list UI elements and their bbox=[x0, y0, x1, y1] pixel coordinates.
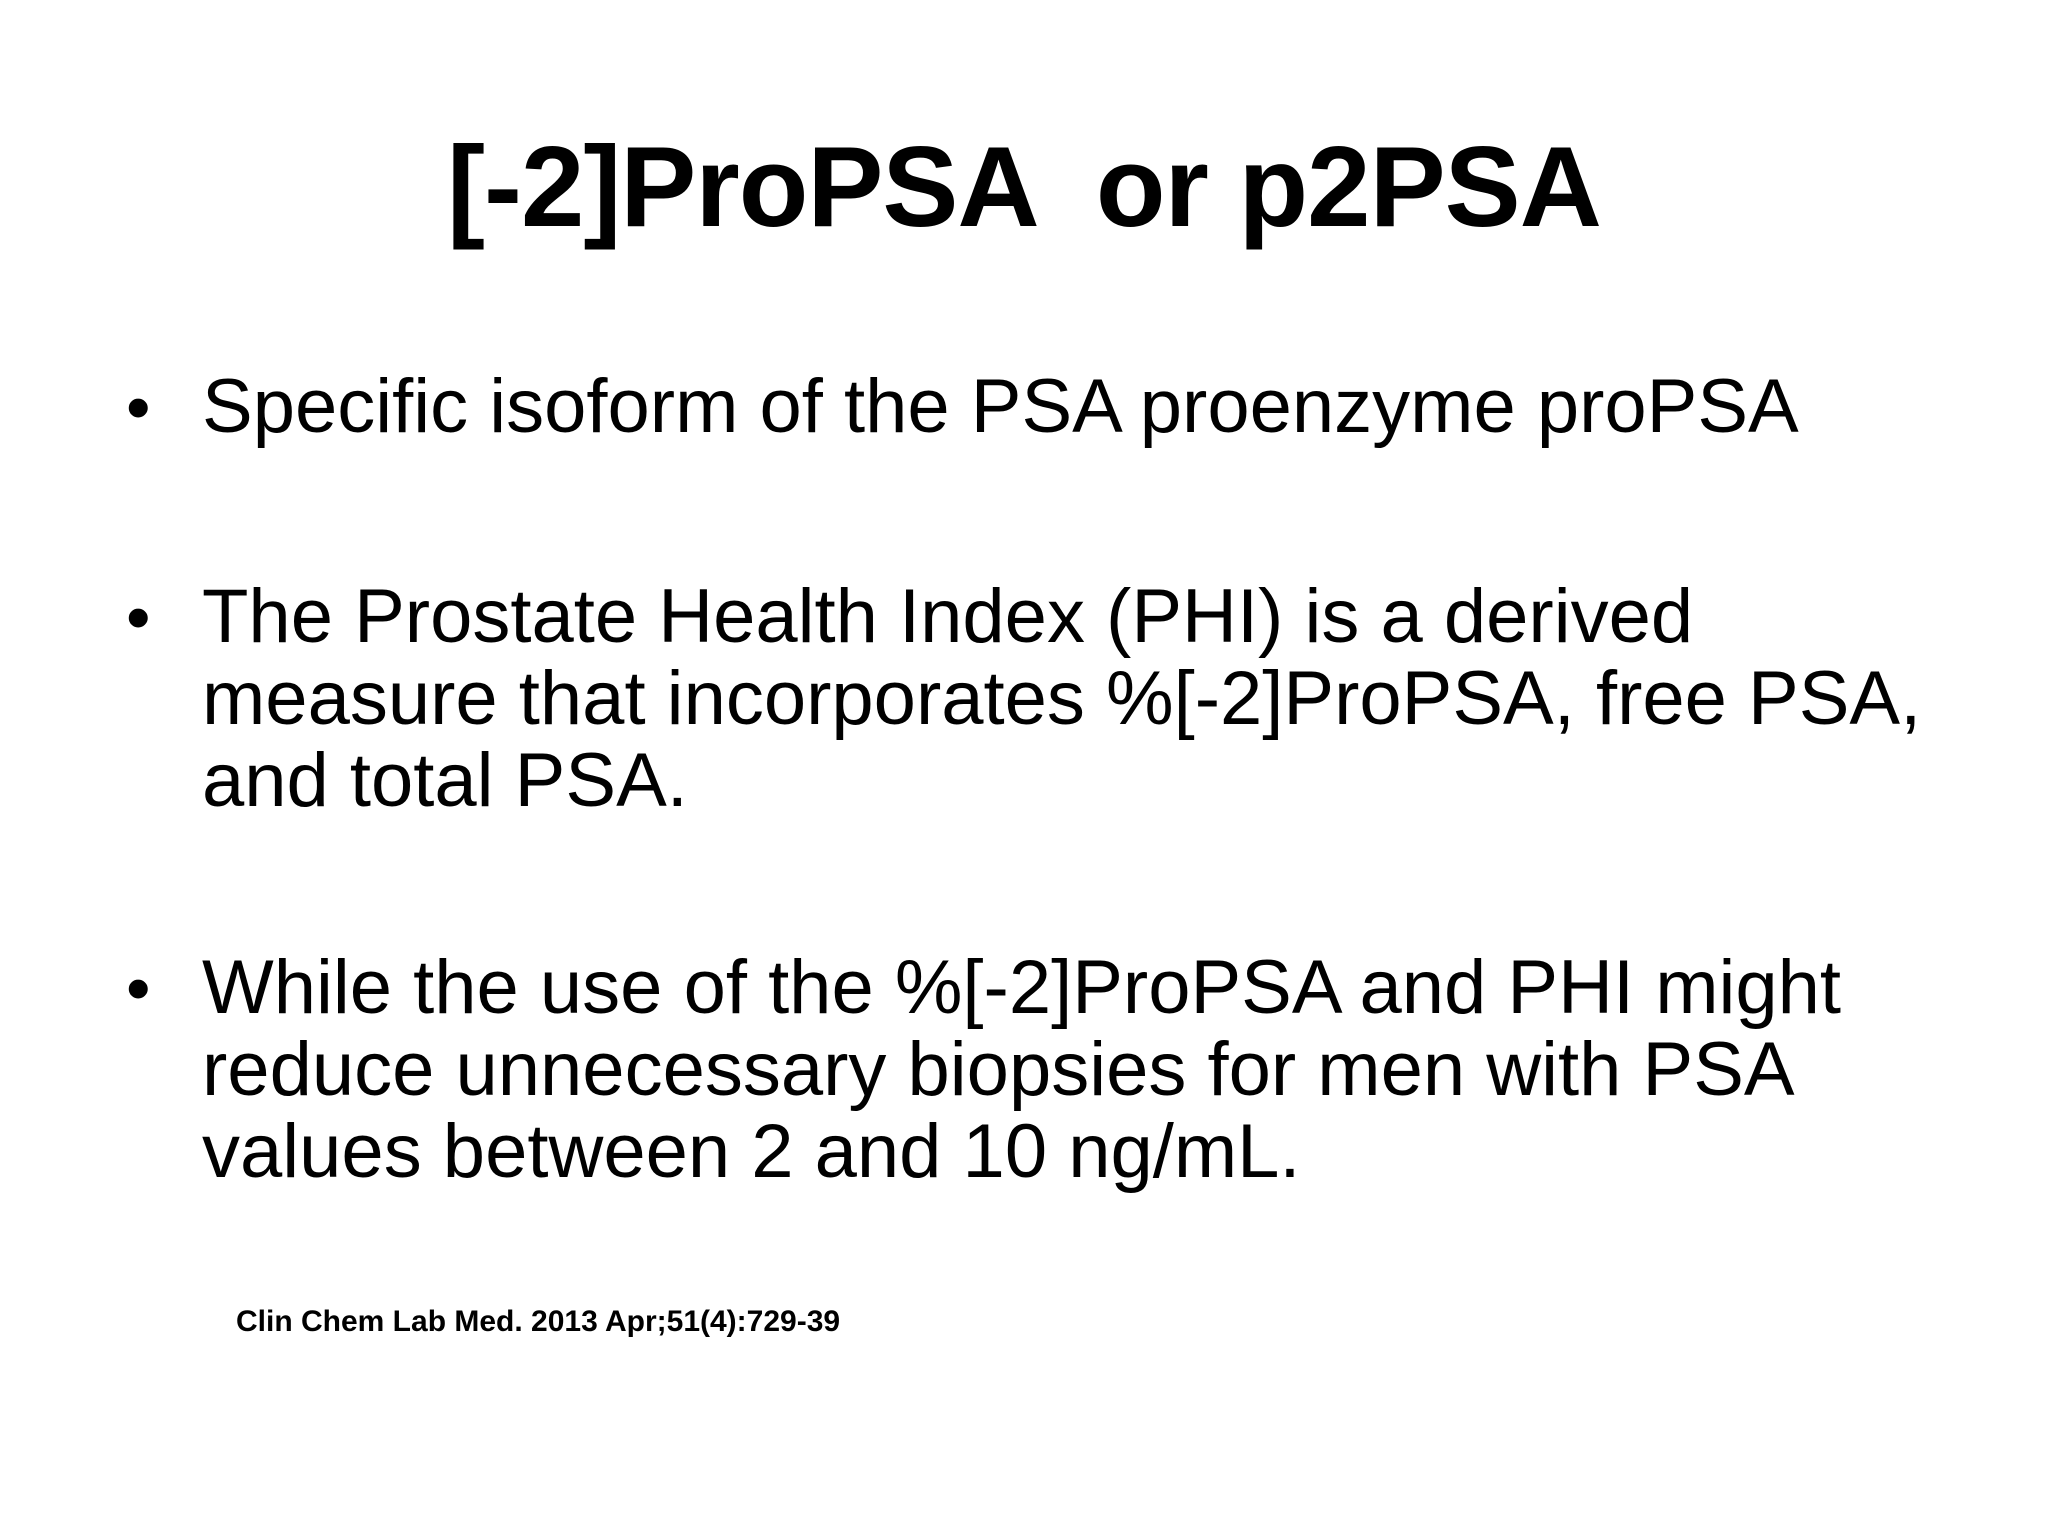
slide-title: [-2]ProPSA or p2PSA bbox=[447, 124, 1601, 251]
bullet-text: Specific isoform of the PSA proenzyme proPSA bbox=[202, 364, 1799, 449]
bullet-text: While the use of the %[-2]ProPSA and PHI might reduce unnecessary biopsies for men with PSA values between 2 and 10 ng/mL. bbox=[202, 945, 1842, 1194]
bullet-icon: • bbox=[126, 949, 151, 1027]
citation: Clin Chem Lab Med. 2013 Apr;51(4):729-39 bbox=[236, 1305, 841, 1338]
bullet-text: The Prostate Health Index (PHI) is a derived measure that incorporates %[-2]ProPSA, free PSA, and total PSA. bbox=[202, 574, 1922, 823]
bullet-icon: • bbox=[126, 368, 151, 446]
bullet-icon: • bbox=[126, 578, 151, 656]
